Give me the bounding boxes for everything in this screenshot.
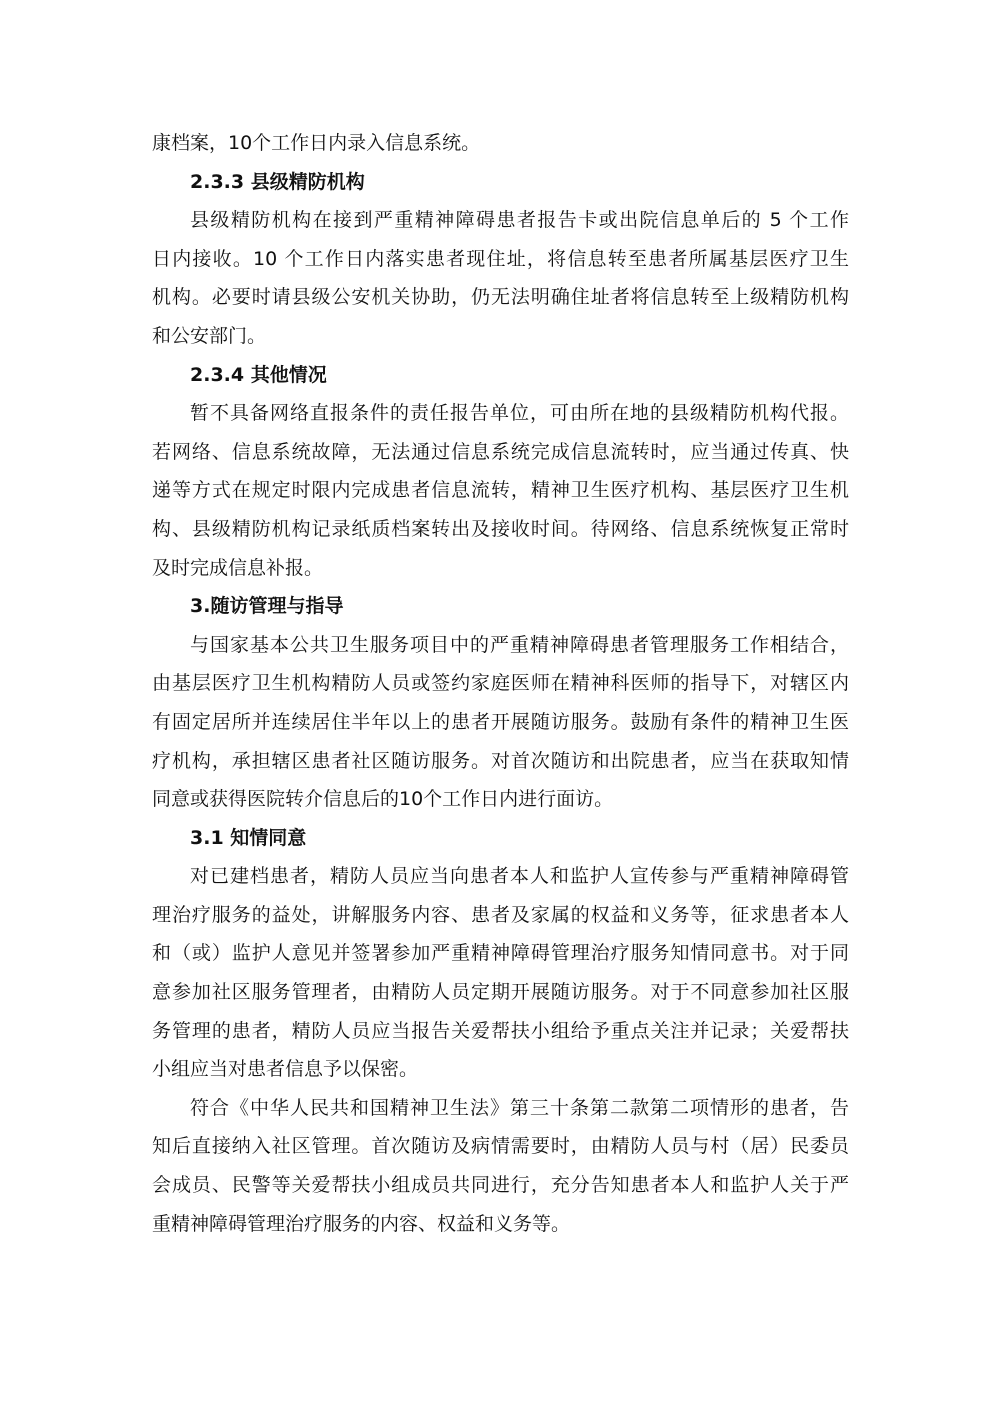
section-heading-3: 3.随访管理与指导 bbox=[190, 595, 344, 618]
document-page bbox=[152, 124, 849, 1243]
paragraph-line: 符合《中华人民共和国精神卫生法》第三十条第二款第二项情形的患者，告 bbox=[190, 1096, 849, 1119]
paragraph-line: 构、县级精防机构记录纸质档案转出及接收时间。待网络、信息系统恢复正常时 bbox=[152, 517, 849, 540]
paragraph-line: 和（或）监护人意见并签署参加严重精神障碍管理治疗服务知情同意书。对于同 bbox=[152, 942, 849, 965]
paragraph-line: 和公安部门。 bbox=[152, 324, 267, 347]
paragraph-line: 会成员、民警等关爱帮扶小组成员共同进行，充分告知患者本人和监护人关于严 bbox=[152, 1174, 849, 1197]
paragraph-line: 与国家基本公共卫生服务项目中的严重精神障碍患者管理服务工作相结合， bbox=[190, 633, 849, 656]
paragraph-line: 县级精防机构在接到严重精神障碍患者报告卡或出院信息单后的 5 个工作 bbox=[190, 209, 849, 232]
section-heading-2-3-3: 2.3.3 县级精防机构 bbox=[190, 170, 365, 193]
paragraph-line: 日内接收。10 个工作日内落实患者现住址，将信息转至患者所属基层医疗卫生 bbox=[152, 247, 849, 270]
paragraph-line: 务管理的患者，精防人员应当报告关爱帮扶小组给予重点关注并记录；关爱帮扶 bbox=[152, 1019, 849, 1042]
paragraph-line: 重精神障碍管理治疗服务的内容、权益和义务等。 bbox=[152, 1212, 571, 1235]
paragraph-line: 对已建档患者，精防人员应当向患者本人和监护人宣传参与严重精神障碍管 bbox=[190, 865, 849, 888]
section-heading-3-1: 3.1 知情同意 bbox=[190, 826, 307, 849]
paragraph-line: 机构。必要时请县级公安机关协助，仍无法明确住址者将信息转至上级精防机构 bbox=[152, 286, 849, 309]
paragraph-line: 同意或获得医院转介信息后的10个工作日内进行面访。 bbox=[152, 788, 614, 811]
paragraph-line: 若网络、信息系统故障，无法通过信息系统完成信息流转时，应当通过传真、快 bbox=[152, 440, 849, 463]
paragraph-line: 小组应当对患者信息予以保密。 bbox=[152, 1058, 419, 1081]
section-heading-2-3-4: 2.3.4 其他情况 bbox=[190, 363, 327, 386]
paragraph-line: 暂不具备网络直报条件的责任报告单位，可由所在地的县级精防机构代报。 bbox=[190, 402, 849, 425]
paragraph-line: 疗机构，承担辖区患者社区随访服务。对首次随访和出院患者，应当在获取知情 bbox=[152, 749, 849, 772]
paragraph-line: 递等方式在规定时限内完成患者信息流转，精神卫生医疗机构、基层医疗卫生机 bbox=[152, 479, 849, 502]
paragraph-line: 及时完成信息补报。 bbox=[152, 556, 324, 579]
paragraph-line: 理治疗服务的益处，讲解服务内容、患者及家属的权益和义务等，征求患者本人 bbox=[152, 903, 849, 926]
paragraph-line: 由基层医疗卫生机构精防人员或签约家庭医师在精神科医师的指导下，对辖区内 bbox=[152, 672, 849, 695]
paragraph-line: 意参加社区服务管理者，由精防人员定期开展随访服务。对于不同意参加社区服 bbox=[152, 981, 849, 1004]
intro-line: 康档案，10个工作日内录入信息系统。 bbox=[152, 132, 481, 154]
paragraph-line: 知后直接纳入社区管理。首次随访及病情需要时，由精防人员与村（居）民委员 bbox=[152, 1135, 849, 1158]
paragraph-line: 有固定居所并连续居住半年以上的患者开展随访服务。鼓励有条件的精神卫生医 bbox=[152, 710, 849, 733]
